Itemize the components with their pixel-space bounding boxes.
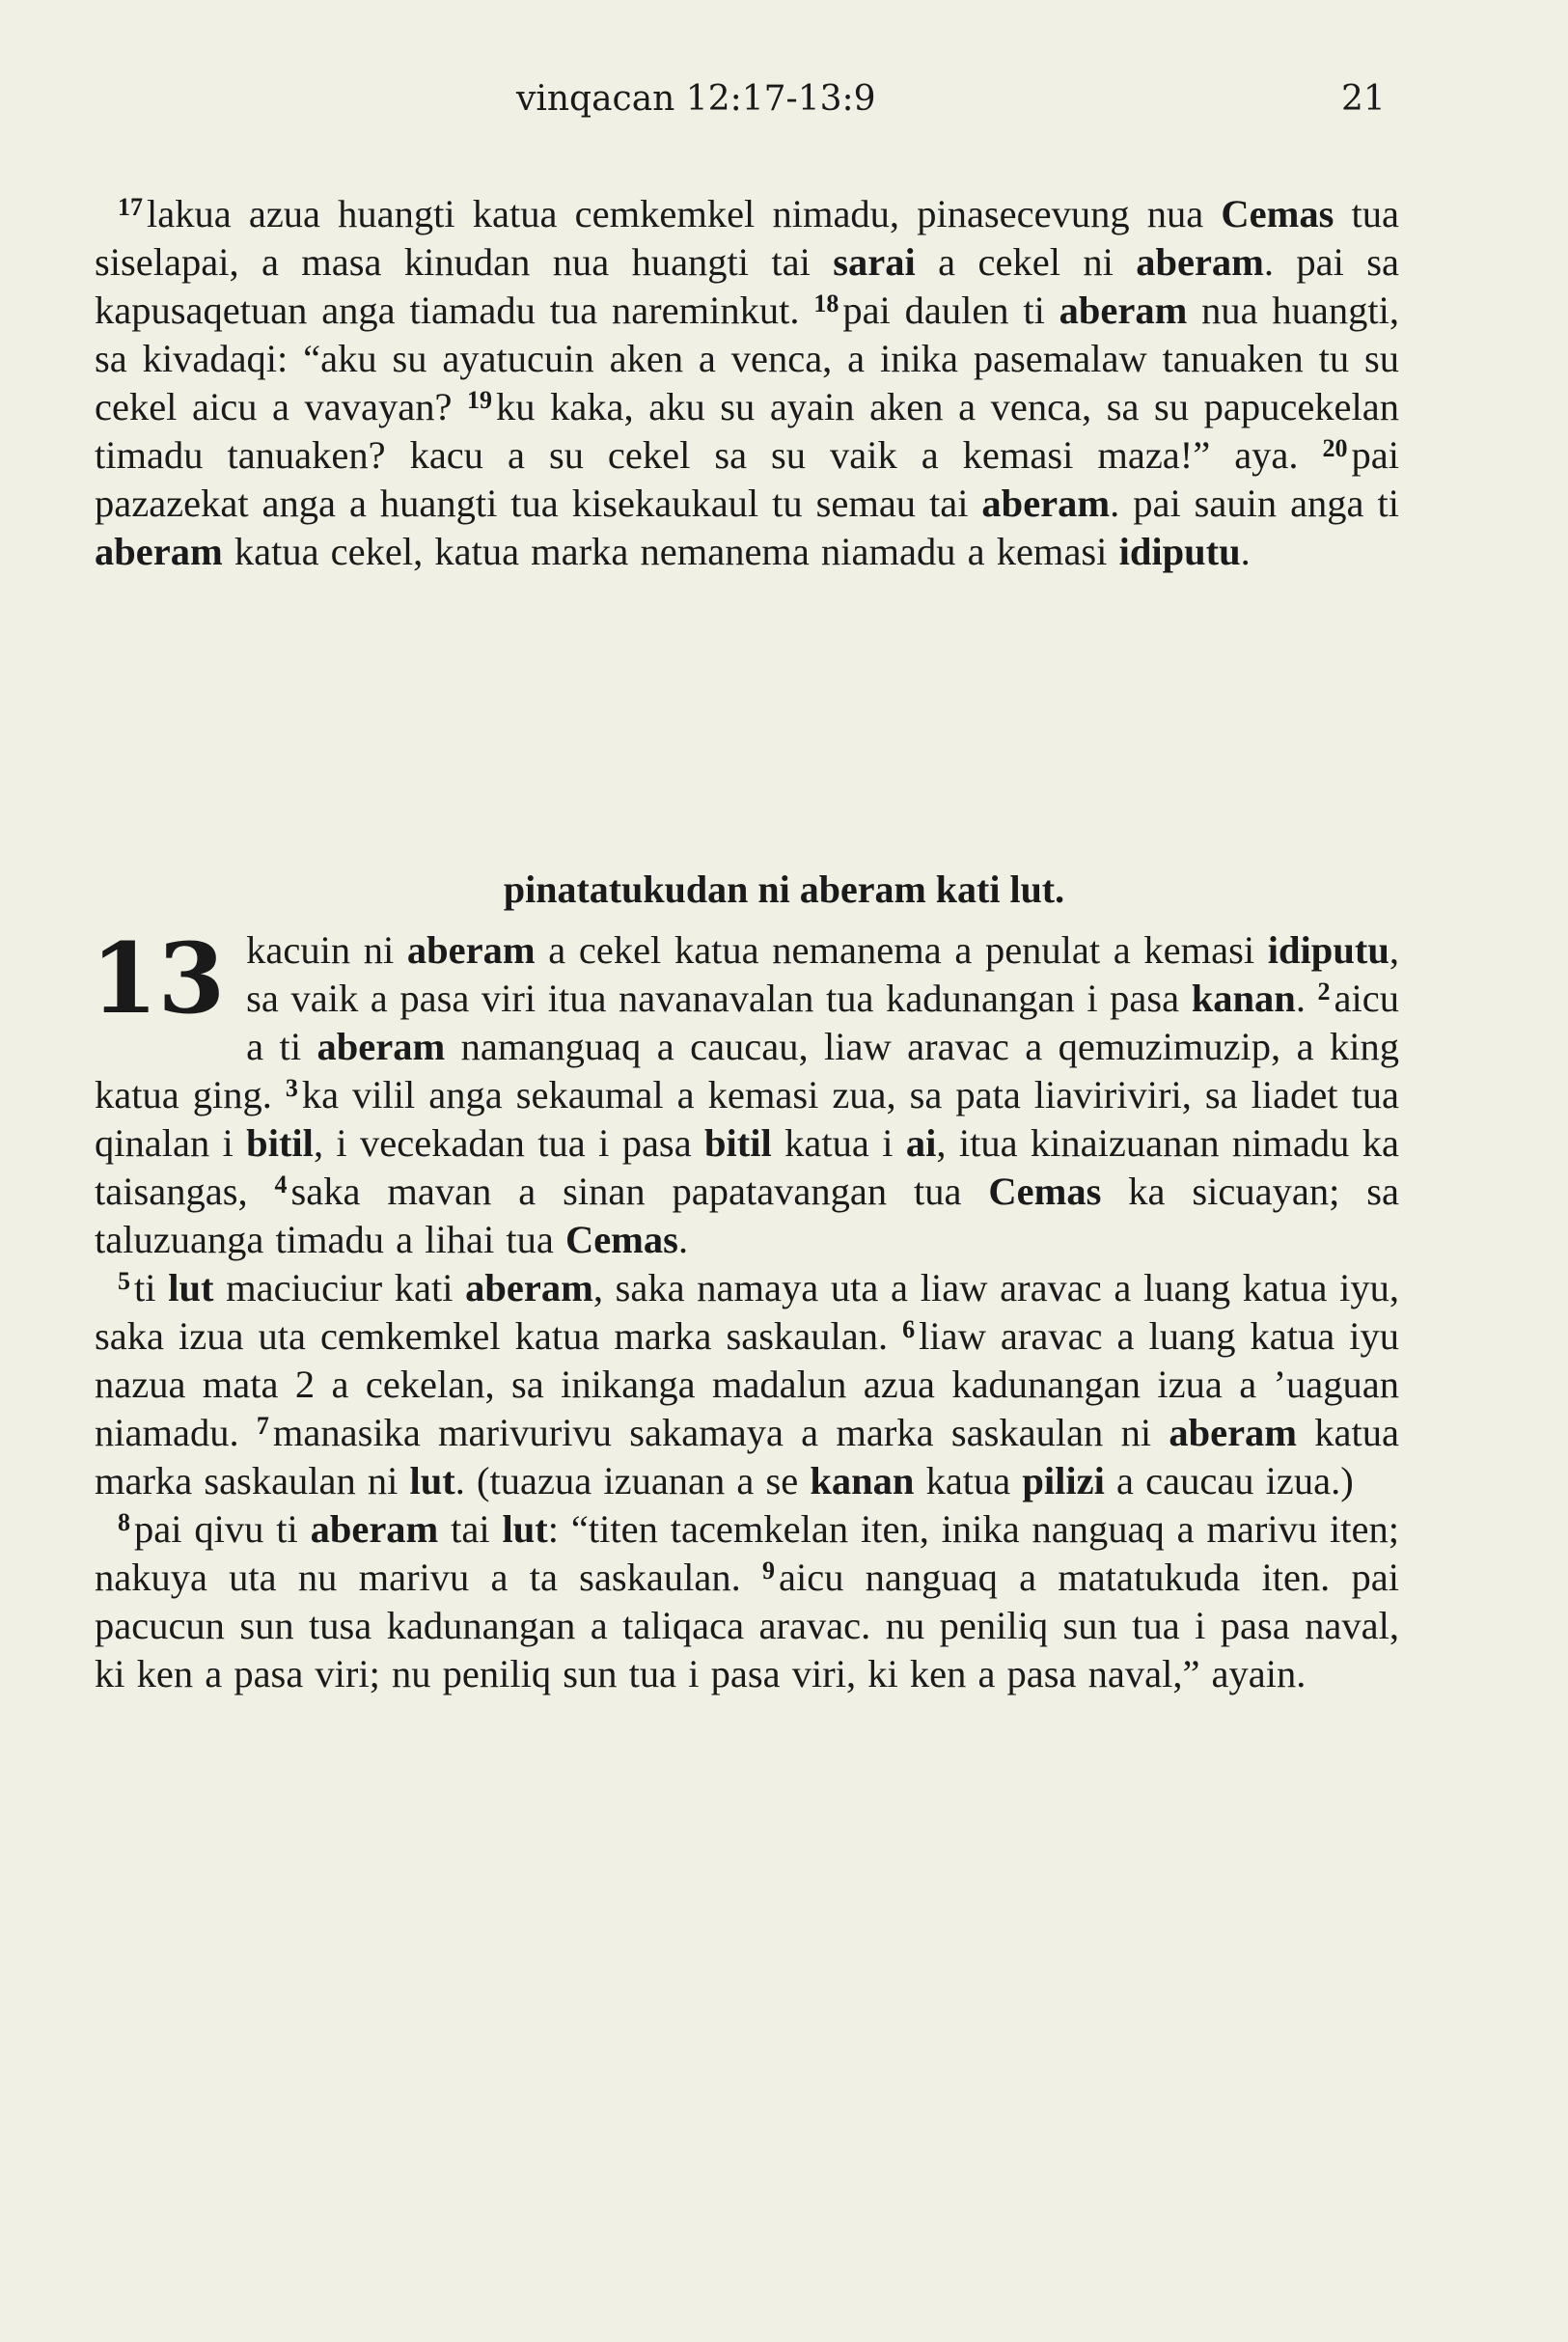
- bold-name: pilizi: [1022, 1459, 1105, 1502]
- page-number: 21: [1341, 79, 1386, 119]
- verse-text: pai qivu ti: [134, 1507, 311, 1551]
- bold-name: sarai: [833, 240, 916, 284]
- verse-text: a caucau izua.): [1104, 1459, 1354, 1502]
- verse-text: ka vilil anga sekaumal a kemasi zua, sa pata liaviriviri, sa liadet tua qinalan i: [95, 1073, 1400, 1165]
- bold-name: aberam: [95, 530, 223, 573]
- verse-text: liaw aravac a luang katua iyu nazua mata 2 a cekelan, sa inikanga madalun azua kadunangan izua a ’uaguan niamadu.: [95, 1314, 1399, 1454]
- chapter-number: 13: [91, 922, 226, 1035]
- text-block-chapter-12: [95, 190, 1399, 576]
- verse-text: ka sicuayan; sa taluzuanga timadu a lihai tua: [95, 1170, 1400, 1261]
- verse-text: namanguaq a caucau, liaw aravac a qemuzimuzip, a king katua ging.: [95, 1025, 1399, 1116]
- verse-text: tai: [438, 1507, 503, 1551]
- verse-text: lakua azua huangti katua cemkemkel nimadu, pinasecevung nua: [147, 192, 1222, 235]
- verse-text: . (tuazua izuanan a se: [454, 1459, 811, 1502]
- paragraph: [95, 190, 1399, 576]
- verse-text: , itua kinaizuanan nimadu ka taisangas,: [95, 1121, 1399, 1213]
- verse-text: manasika marivurivu sakamaya a marka saskaulan ni: [272, 1411, 1169, 1454]
- verse-number: 6: [902, 1315, 916, 1343]
- verse-text: aicu nanguaq a matatukuda iten. pai pacucun sun tusa kadunangan a taliqaca aravac. nu peniliq sun tua i pasa naval, ki ken a pasa viri; nu peniliq sun tua i pasa viri, ki ken a pasa naval,” ayain.: [95, 1556, 1400, 1695]
- verse-text: nua huangti, sa kivadaqi: “aku su ayatucuin aken a venca, a inika pasemalaw tanuaken tu su cekel aicu a vavayan?: [95, 289, 1400, 428]
- verse-text: katua i: [771, 1121, 906, 1165]
- bold-name: kanan: [810, 1459, 915, 1502]
- verse-text: tua siselapai, a masa kinudan nua huangti tai: [95, 192, 1399, 284]
- bold-name: aberam: [981, 482, 1111, 525]
- section-heading: pinatatukudan ni aberam kati lut.: [503, 868, 1065, 911]
- bold-name: bitil: [704, 1121, 772, 1165]
- bold-name: aberam: [406, 928, 536, 972]
- bold-name: aberam: [465, 1266, 593, 1309]
- verse-text: .: [1240, 530, 1251, 573]
- verse-text: katua cekel, katua marka nemanema niamadu a kemasi: [222, 530, 1119, 573]
- verse-number: 7: [256, 1412, 269, 1440]
- paragraph: [95, 1505, 1399, 1698]
- verse-text: ku kaka, aku su ayain aken a venca, sa su papucekelan timadu tanuaken? kacu a su cekel sa su vaik a kemasi maza!” aya.: [95, 385, 1399, 477]
- bold-name: aberam: [1169, 1411, 1298, 1454]
- verse-number: 3: [285, 1074, 298, 1102]
- bold-name: kanan: [1191, 977, 1296, 1020]
- running-title: vinqacan 12:17-13:9: [516, 79, 876, 119]
- bold-name: lut: [502, 1507, 548, 1551]
- verse-text: maciuciur kati: [213, 1266, 466, 1309]
- bold-name: lut: [168, 1266, 214, 1309]
- text-block-chapter-13: [91, 922, 1400, 1698]
- bold-name: aberam: [1059, 289, 1188, 332]
- bold-name: Cemas: [988, 1170, 1102, 1213]
- verse-text: pai daulen ti: [842, 289, 1059, 332]
- verse-text: katua marka saskaulan ni: [95, 1411, 1400, 1502]
- bold-name: idiputu: [1118, 530, 1241, 573]
- bold-name: Cemas: [564, 1218, 678, 1261]
- bold-name: ai: [905, 1121, 937, 1165]
- bold-name: Cemas: [1221, 192, 1334, 235]
- verse-text: aicu a ti: [246, 977, 1399, 1068]
- bold-name: lut: [409, 1459, 455, 1502]
- verse-number: 18: [813, 289, 839, 317]
- verse-text: : “titen tacemkelan iten, inika nanguaq a marivu iten; nakuya uta nu marivu a ta saskaulan.: [95, 1507, 1399, 1599]
- verse-text: a cekel katua nemanema a penulat a kemasi: [535, 928, 1268, 972]
- paragraph: [91, 922, 1400, 1264]
- verse-text: .: [677, 1218, 689, 1261]
- verse-text: , i vecekadan tua i pasa: [313, 1121, 705, 1165]
- verse-text: ti: [134, 1266, 169, 1309]
- bold-name: aberam: [316, 1025, 446, 1068]
- verse-number: 2: [1317, 978, 1331, 1006]
- verse-text: kacuin ni: [246, 928, 407, 972]
- bold-name: aberam: [310, 1507, 439, 1551]
- verse-number: 9: [762, 1557, 775, 1584]
- verse-text: .: [1295, 977, 1306, 1020]
- verse-text: . pai sauin anga ti: [1110, 482, 1399, 525]
- verse-text: a cekel ni: [915, 240, 1137, 284]
- verse-number: 5: [118, 1267, 130, 1295]
- verse-text: saka mavan a sinan papatavangan tua: [290, 1170, 989, 1213]
- verse-text: , saka namaya uta a liaw aravac a luang katua iyu, saka izua uta cemkemkel katua marka saskaulan.: [95, 1266, 1399, 1358]
- bold-name: bitil: [246, 1121, 314, 1165]
- verse-number: 19: [467, 386, 493, 414]
- verse-number: 8: [118, 1508, 130, 1536]
- verse-number: 4: [274, 1171, 288, 1199]
- bold-name: idiputu: [1267, 928, 1389, 972]
- verse-text: katua: [914, 1459, 1023, 1502]
- bold-name: aberam: [1136, 240, 1264, 284]
- verse-text: . pai sa kapusaqetuan anga tiamadu tua nareminkut.: [95, 240, 1400, 332]
- verse-text: , sa vaik a pasa viri itua navanavalan tua kadunangan i pasa: [246, 928, 1399, 1020]
- verse-number: 20: [1322, 434, 1348, 462]
- paragraph: [95, 1264, 1399, 1505]
- verse-number: 17: [118, 193, 143, 221]
- verse-text: pai pazazekat anga a huangti tua kisekaukaul tu semau tai: [95, 433, 1400, 525]
- running-head: [0, 79, 1568, 137]
